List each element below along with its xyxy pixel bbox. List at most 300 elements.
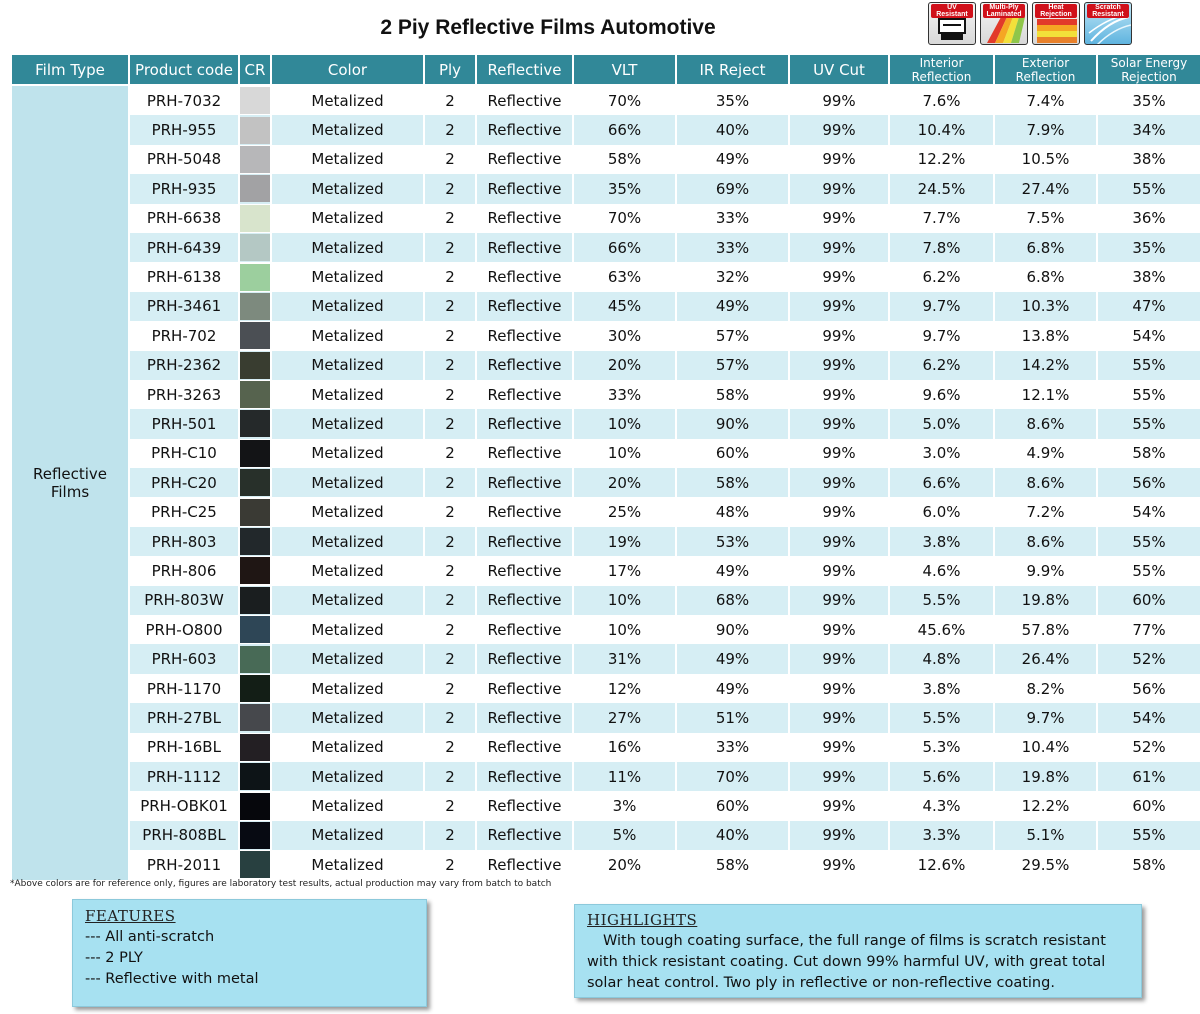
table-row: [11, 644, 1200, 673]
color-swatch-cell: [239, 380, 271, 409]
cell-uv: 99%: [789, 497, 889, 526]
cell-ply: 2: [424, 527, 476, 556]
cell-color: Metalized: [271, 762, 424, 791]
cell-ply: 2: [424, 439, 476, 468]
table-row: [11, 204, 1200, 233]
color-swatch: [240, 410, 270, 437]
cell-reflective: Reflective: [476, 115, 573, 144]
table-row: [11, 615, 1200, 644]
cell-ply: 2: [424, 821, 476, 850]
table-row: [11, 468, 1200, 497]
cell-ply: 2: [424, 556, 476, 585]
cell-ply: 2: [424, 292, 476, 321]
cell-reflective: Reflective: [476, 204, 573, 233]
cell-code: PRH-6638: [129, 204, 239, 233]
cell-uv: 99%: [789, 409, 889, 438]
color-swatch-cell: [239, 85, 271, 115]
cell-reflective: Reflective: [476, 468, 573, 497]
column-header: Product code: [129, 54, 239, 85]
color-swatch-cell: [239, 821, 271, 850]
cell-ext: 14.2%: [994, 351, 1097, 380]
cell-reflective: Reflective: [476, 791, 573, 820]
cell-code: PRH-7032: [129, 85, 239, 115]
color-swatch-cell: [239, 468, 271, 497]
cell-vlt: 17%: [573, 556, 676, 585]
cell-vlt: 45%: [573, 292, 676, 321]
cell-ext: 8.2%: [994, 674, 1097, 703]
cell-int: 3.3%: [889, 821, 994, 850]
cell-uv: 99%: [789, 174, 889, 203]
table-header-row: [11, 54, 1200, 85]
cell-int: 9.7%: [889, 321, 994, 350]
color-swatch: [240, 851, 270, 878]
cell-code: PRH-16BL: [129, 733, 239, 762]
cell-ser: 47%: [1097, 292, 1200, 321]
cell-ser: 54%: [1097, 321, 1200, 350]
cell-uv: 99%: [789, 115, 889, 144]
cell-ser: 52%: [1097, 644, 1200, 673]
table-row: [11, 586, 1200, 615]
cell-reflective: Reflective: [476, 615, 573, 644]
column-header: Solar Energy Rejection: [1097, 54, 1200, 85]
badge-label: Scratch Resistant: [1087, 4, 1129, 18]
cell-code: PRH-2011: [129, 850, 239, 879]
cell-ext: 26.4%: [994, 644, 1097, 673]
color-swatch-cell: [239, 556, 271, 585]
cell-int: 6.2%: [889, 262, 994, 291]
cell-color: Metalized: [271, 586, 424, 615]
cell-vlt: 20%: [573, 850, 676, 879]
cell-ext: 10.4%: [994, 733, 1097, 762]
features-box: [72, 899, 427, 1007]
cell-vlt: 20%: [573, 468, 676, 497]
color-swatch-cell: [239, 174, 271, 203]
cell-code: PRH-3263: [129, 380, 239, 409]
cell-reflective: Reflective: [476, 527, 573, 556]
cell-ply: 2: [424, 145, 476, 174]
color-swatch: [240, 587, 270, 614]
cell-ser: 38%: [1097, 262, 1200, 291]
uv-resistant-badge: [928, 2, 976, 45]
cell-ir: 33%: [676, 204, 789, 233]
disclaimer-note: *Above colors are for reference only, figures are laboratory test results, actual production may vary from batch to batch: [10, 879, 552, 889]
cell-ser: 55%: [1097, 527, 1200, 556]
cell-ply: 2: [424, 468, 476, 497]
badge-label: Multi-Ply Laminated: [983, 4, 1025, 18]
badge-label: UV Resistant: [931, 4, 973, 18]
cell-reflective: Reflective: [476, 145, 573, 174]
cell-color: Metalized: [271, 409, 424, 438]
cell-ser: 35%: [1097, 233, 1200, 262]
cell-uv: 99%: [789, 292, 889, 321]
cell-ser: 55%: [1097, 556, 1200, 585]
cell-ir: 57%: [676, 351, 789, 380]
cell-reflective: Reflective: [476, 733, 573, 762]
cell-ext: 13.8%: [994, 321, 1097, 350]
cell-vlt: 63%: [573, 262, 676, 291]
cell-code: PRH-27BL: [129, 703, 239, 732]
cell-ext: 10.3%: [994, 292, 1097, 321]
table-row: [11, 351, 1200, 380]
cell-vlt: 19%: [573, 527, 676, 556]
cell-ir: 33%: [676, 733, 789, 762]
cell-color: Metalized: [271, 292, 424, 321]
cell-ply: 2: [424, 791, 476, 820]
cell-vlt: 31%: [573, 644, 676, 673]
cell-ply: 2: [424, 115, 476, 144]
cell-ser: 60%: [1097, 586, 1200, 615]
cell-ir: 51%: [676, 703, 789, 732]
cell-reflective: Reflective: [476, 409, 573, 438]
color-swatch-cell: [239, 262, 271, 291]
cell-ply: 2: [424, 204, 476, 233]
cell-color: Metalized: [271, 791, 424, 820]
color-swatch: [240, 293, 270, 320]
cell-reflective: Reflective: [476, 174, 573, 203]
cell-ply: 2: [424, 586, 476, 615]
cell-ser: 52%: [1097, 733, 1200, 762]
cell-color: Metalized: [271, 615, 424, 644]
color-swatch: [240, 646, 270, 673]
cell-ser: 36%: [1097, 204, 1200, 233]
cell-reflective: Reflective: [476, 703, 573, 732]
cell-int: 12.2%: [889, 145, 994, 174]
cell-ext: 4.9%: [994, 439, 1097, 468]
cell-ir: 90%: [676, 615, 789, 644]
column-header: CR: [239, 54, 271, 85]
highlights-box: [574, 904, 1142, 998]
cell-vlt: 16%: [573, 733, 676, 762]
cell-code: PRH-6138: [129, 262, 239, 291]
cell-uv: 99%: [789, 821, 889, 850]
color-swatch-cell: [239, 586, 271, 615]
cell-ser: 55%: [1097, 351, 1200, 380]
cell-vlt: 10%: [573, 586, 676, 615]
cell-code: PRH-O800: [129, 615, 239, 644]
column-header: Film Type: [11, 54, 129, 85]
cell-vlt: 30%: [573, 321, 676, 350]
cell-uv: 99%: [789, 439, 889, 468]
cell-reflective: Reflective: [476, 380, 573, 409]
cell-ser: 34%: [1097, 115, 1200, 144]
cell-ext: 7.4%: [994, 85, 1097, 115]
color-swatch: [240, 822, 270, 849]
table-row: [11, 145, 1200, 174]
cell-uv: 99%: [789, 586, 889, 615]
cell-ir: 53%: [676, 527, 789, 556]
cell-uv: 99%: [789, 468, 889, 497]
cell-reflective: Reflective: [476, 497, 573, 526]
cell-color: Metalized: [271, 468, 424, 497]
cell-int: 12.6%: [889, 850, 994, 879]
cell-ir: 68%: [676, 586, 789, 615]
cell-color: Metalized: [271, 703, 424, 732]
column-header: Color: [271, 54, 424, 85]
color-swatch-cell: [239, 674, 271, 703]
cell-uv: 99%: [789, 527, 889, 556]
cell-ir: 49%: [676, 145, 789, 174]
cell-reflective: Reflective: [476, 644, 573, 673]
cell-ext: 12.2%: [994, 791, 1097, 820]
cell-ply: 2: [424, 351, 476, 380]
cell-ply: 2: [424, 644, 476, 673]
color-swatch: [240, 793, 270, 820]
cell-ext: 19.8%: [994, 762, 1097, 791]
cell-ser: 56%: [1097, 674, 1200, 703]
cell-ser: 54%: [1097, 703, 1200, 732]
cell-vlt: 10%: [573, 409, 676, 438]
cell-int: 3.8%: [889, 527, 994, 556]
cell-color: Metalized: [271, 145, 424, 174]
cell-reflective: Reflective: [476, 850, 573, 879]
cell-ext: 57.8%: [994, 615, 1097, 644]
cell-ply: 2: [424, 321, 476, 350]
cell-color: Metalized: [271, 733, 424, 762]
cell-vlt: 5%: [573, 821, 676, 850]
column-header: Interior Reflection: [889, 54, 994, 85]
color-swatch-cell: [239, 351, 271, 380]
cell-color: Metalized: [271, 644, 424, 673]
cell-uv: 99%: [789, 380, 889, 409]
cell-uv: 99%: [789, 85, 889, 115]
color-swatch: [240, 704, 270, 731]
cell-uv: 99%: [789, 644, 889, 673]
cell-reflective: Reflective: [476, 262, 573, 291]
cell-ply: 2: [424, 262, 476, 291]
table-row: [11, 733, 1200, 762]
cell-vlt: 3%: [573, 791, 676, 820]
cell-code: PRH-C25: [129, 497, 239, 526]
cell-uv: 99%: [789, 733, 889, 762]
cell-reflective: Reflective: [476, 439, 573, 468]
cell-code: PRH-C10: [129, 439, 239, 468]
cell-ir: 69%: [676, 174, 789, 203]
color-swatch-cell: [239, 762, 271, 791]
cell-ser: 58%: [1097, 850, 1200, 879]
column-header: Reflective: [476, 54, 573, 85]
cell-ir: 49%: [676, 292, 789, 321]
cell-ir: 48%: [676, 497, 789, 526]
table-row: [11, 321, 1200, 350]
table-row: [11, 233, 1200, 262]
cell-color: Metalized: [271, 233, 424, 262]
highlights-heading: HIGHLIGHTS: [587, 911, 698, 929]
cell-ir: 40%: [676, 821, 789, 850]
cell-ext: 9.7%: [994, 703, 1097, 732]
cell-ir: 60%: [676, 791, 789, 820]
feature-item: --- 2 PLY: [85, 950, 143, 966]
cell-uv: 99%: [789, 351, 889, 380]
cell-ir: 57%: [676, 321, 789, 350]
table-row: [11, 674, 1200, 703]
cell-code: PRH-501: [129, 409, 239, 438]
cell-int: 4.8%: [889, 644, 994, 673]
cell-ser: 60%: [1097, 791, 1200, 820]
cell-code: PRH-803W: [129, 586, 239, 615]
cell-code: PRH-702: [129, 321, 239, 350]
color-swatch: [240, 146, 270, 173]
cell-ext: 8.6%: [994, 409, 1097, 438]
column-header: VLT: [573, 54, 676, 85]
color-swatch-cell: [239, 733, 271, 762]
cell-vlt: 35%: [573, 174, 676, 203]
cell-color: Metalized: [271, 556, 424, 585]
color-swatch-cell: [239, 292, 271, 321]
cell-int: 45.6%: [889, 615, 994, 644]
cell-int: 6.6%: [889, 468, 994, 497]
color-swatch-cell: [239, 115, 271, 144]
cell-vlt: 66%: [573, 233, 676, 262]
feature-badges: [928, 2, 1132, 45]
table-row: [11, 850, 1200, 879]
cell-vlt: 12%: [573, 674, 676, 703]
color-swatch-cell: [239, 409, 271, 438]
cell-code: PRH-2362: [129, 351, 239, 380]
cell-vlt: 66%: [573, 115, 676, 144]
color-swatch-cell: [239, 791, 271, 820]
color-swatch: [240, 528, 270, 555]
cell-int: 7.7%: [889, 204, 994, 233]
color-swatch: [240, 469, 270, 496]
cell-code: PRH-1112: [129, 762, 239, 791]
cell-reflective: Reflective: [476, 674, 573, 703]
cell-int: 7.6%: [889, 85, 994, 115]
cell-ply: 2: [424, 733, 476, 762]
cell-vlt: 10%: [573, 439, 676, 468]
color-swatch: [240, 117, 270, 144]
cell-color: Metalized: [271, 204, 424, 233]
cell-int: 10.4%: [889, 115, 994, 144]
cell-color: Metalized: [271, 497, 424, 526]
cell-int: 5.5%: [889, 586, 994, 615]
cell-ply: 2: [424, 703, 476, 732]
cell-reflective: Reflective: [476, 586, 573, 615]
cell-vlt: 70%: [573, 204, 676, 233]
cell-code: PRH-3461: [129, 292, 239, 321]
color-swatch: [240, 175, 270, 202]
column-header: UV Cut: [789, 54, 889, 85]
cell-code: PRH-803: [129, 527, 239, 556]
cell-color: Metalized: [271, 674, 424, 703]
cell-vlt: 27%: [573, 703, 676, 732]
table-row: [11, 791, 1200, 820]
color-swatch-cell: [239, 850, 271, 879]
table-row: [11, 174, 1200, 203]
color-swatch-cell: [239, 497, 271, 526]
color-swatch-cell: [239, 644, 271, 673]
cell-ply: 2: [424, 497, 476, 526]
cell-ext: 29.5%: [994, 850, 1097, 879]
cell-int: 9.6%: [889, 380, 994, 409]
cell-reflective: Reflective: [476, 762, 573, 791]
color-swatch: [240, 557, 270, 584]
color-swatch: [240, 675, 270, 702]
cell-uv: 99%: [789, 204, 889, 233]
cell-code: PRH-955: [129, 115, 239, 144]
cell-uv: 99%: [789, 556, 889, 585]
cell-int: 24.5%: [889, 174, 994, 203]
cell-reflective: Reflective: [476, 556, 573, 585]
cell-ser: 56%: [1097, 468, 1200, 497]
table-row: [11, 409, 1200, 438]
color-swatch-cell: [239, 527, 271, 556]
cell-ply: 2: [424, 850, 476, 879]
color-swatch: [240, 352, 270, 379]
cell-ply: 2: [424, 85, 476, 115]
cell-int: 7.8%: [889, 233, 994, 262]
films-table: [10, 53, 1200, 880]
cell-ext: 7.2%: [994, 497, 1097, 526]
table-row: [11, 821, 1200, 850]
cell-ir: 58%: [676, 850, 789, 879]
color-swatch-cell: [239, 145, 271, 174]
cell-ser: 55%: [1097, 821, 1200, 850]
cell-reflective: Reflective: [476, 85, 573, 115]
cell-ir: 49%: [676, 674, 789, 703]
color-swatch-cell: [239, 233, 271, 262]
cell-ply: 2: [424, 233, 476, 262]
cell-color: Metalized: [271, 262, 424, 291]
cell-uv: 99%: [789, 850, 889, 879]
cell-ser: 77%: [1097, 615, 1200, 644]
table-row: [11, 262, 1200, 291]
cell-ser: 61%: [1097, 762, 1200, 791]
cell-reflective: Reflective: [476, 321, 573, 350]
cell-color: Metalized: [271, 527, 424, 556]
color-swatch-cell: [239, 204, 271, 233]
cell-ir: 33%: [676, 233, 789, 262]
cell-reflective: Reflective: [476, 292, 573, 321]
color-swatch: [240, 205, 270, 232]
cell-vlt: 25%: [573, 497, 676, 526]
color-swatch: [240, 264, 270, 291]
cell-uv: 99%: [789, 145, 889, 174]
cell-int: 3.0%: [889, 439, 994, 468]
color-swatch: [240, 87, 270, 114]
cell-int: 6.2%: [889, 351, 994, 380]
cell-uv: 99%: [789, 233, 889, 262]
cell-color: Metalized: [271, 115, 424, 144]
cell-ir: 58%: [676, 380, 789, 409]
cell-ext: 7.9%: [994, 115, 1097, 144]
cell-ext: 6.8%: [994, 262, 1097, 291]
cell-reflective: Reflective: [476, 233, 573, 262]
cell-ext: 8.6%: [994, 527, 1097, 556]
column-header: Ply: [424, 54, 476, 85]
cell-ir: 40%: [676, 115, 789, 144]
cell-vlt: 58%: [573, 145, 676, 174]
cell-color: Metalized: [271, 439, 424, 468]
cell-ext: 12.1%: [994, 380, 1097, 409]
table-row: [11, 556, 1200, 585]
cell-ser: 55%: [1097, 409, 1200, 438]
cell-uv: 99%: [789, 791, 889, 820]
cell-int: 4.3%: [889, 791, 994, 820]
cell-ext: 6.8%: [994, 233, 1097, 262]
table-row: [11, 85, 1200, 115]
cell-ir: 32%: [676, 262, 789, 291]
cell-vlt: 20%: [573, 351, 676, 380]
cell-uv: 99%: [789, 762, 889, 791]
highlights-text: With tough coating surface, the full range of films is scratch resistant with thick resistant coating. Cut down 99% harmful UV, with great total solar heat control. Two ply in reflective or non-reflective coating.: [587, 933, 1106, 991]
cell-ext: 10.5%: [994, 145, 1097, 174]
cell-color: Metalized: [271, 174, 424, 203]
cell-code: PRH-OBK01: [129, 791, 239, 820]
cell-uv: 99%: [789, 262, 889, 291]
table-row: [11, 497, 1200, 526]
table-body: [11, 85, 1200, 880]
color-swatch: [240, 763, 270, 790]
